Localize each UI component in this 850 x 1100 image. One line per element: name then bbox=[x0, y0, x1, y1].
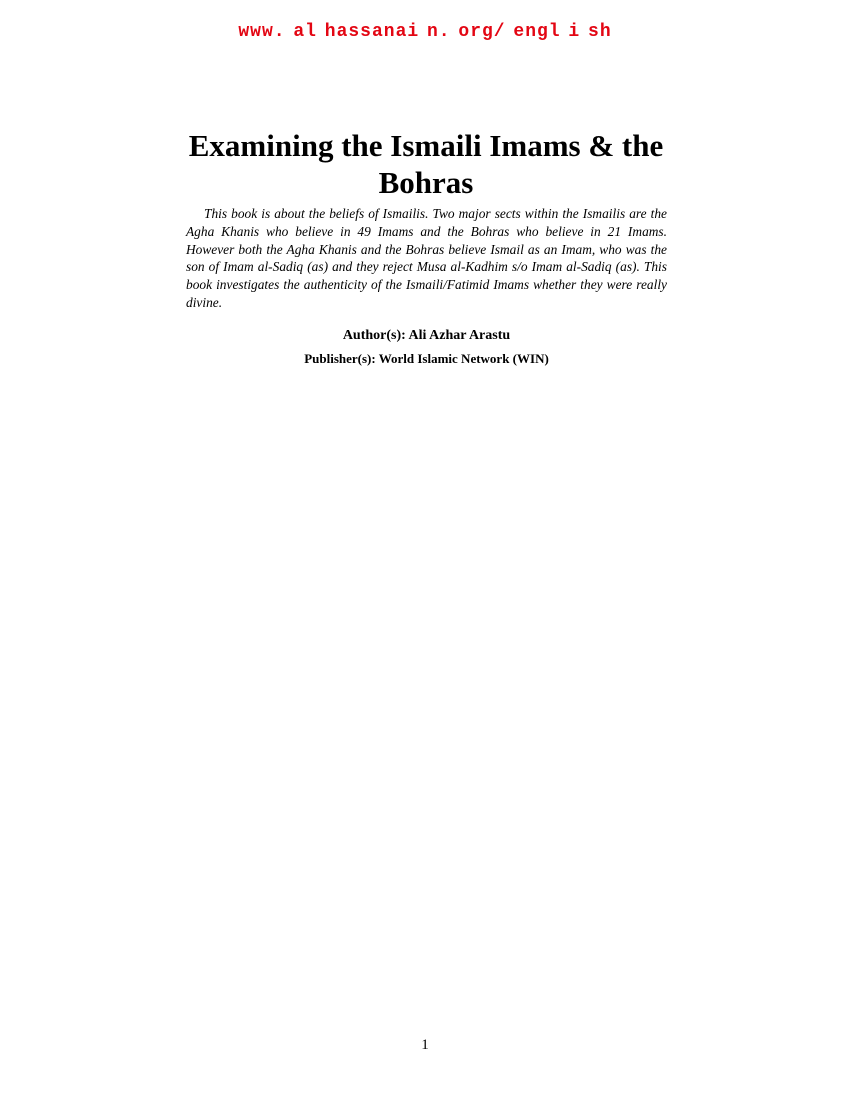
author-line: Author(s): Ali Azhar Arastu bbox=[342, 328, 511, 343]
page-number: 1 bbox=[421, 1037, 429, 1053]
document-title: Examining the Ismaili Imams & the Bohras bbox=[188, 128, 664, 200]
site-url-header[interactable]: www. al hassanai n. org/ engl i sh bbox=[238, 22, 612, 42]
book-abstract: This book is about the beliefs of Ismailis. Two major sects within the Ismailis are the Agha Khanis who believe in 49 Imams and the Bohras who believe in 21 Imams. However both the Agha Khanis and the Bohras believe Ismail as an Imam, who was the son of Imam al-Sadiq (as) and they reject Musa al-Kadhim s/o Imam al-Sadiq (as). This book investigates the authenticity of the Ismaili/Fatimid Imams whether they were really divine. bbox=[186, 206, 667, 310]
publisher-line: Publisher(s): World Islamic Network (WIN) bbox=[304, 351, 549, 366]
